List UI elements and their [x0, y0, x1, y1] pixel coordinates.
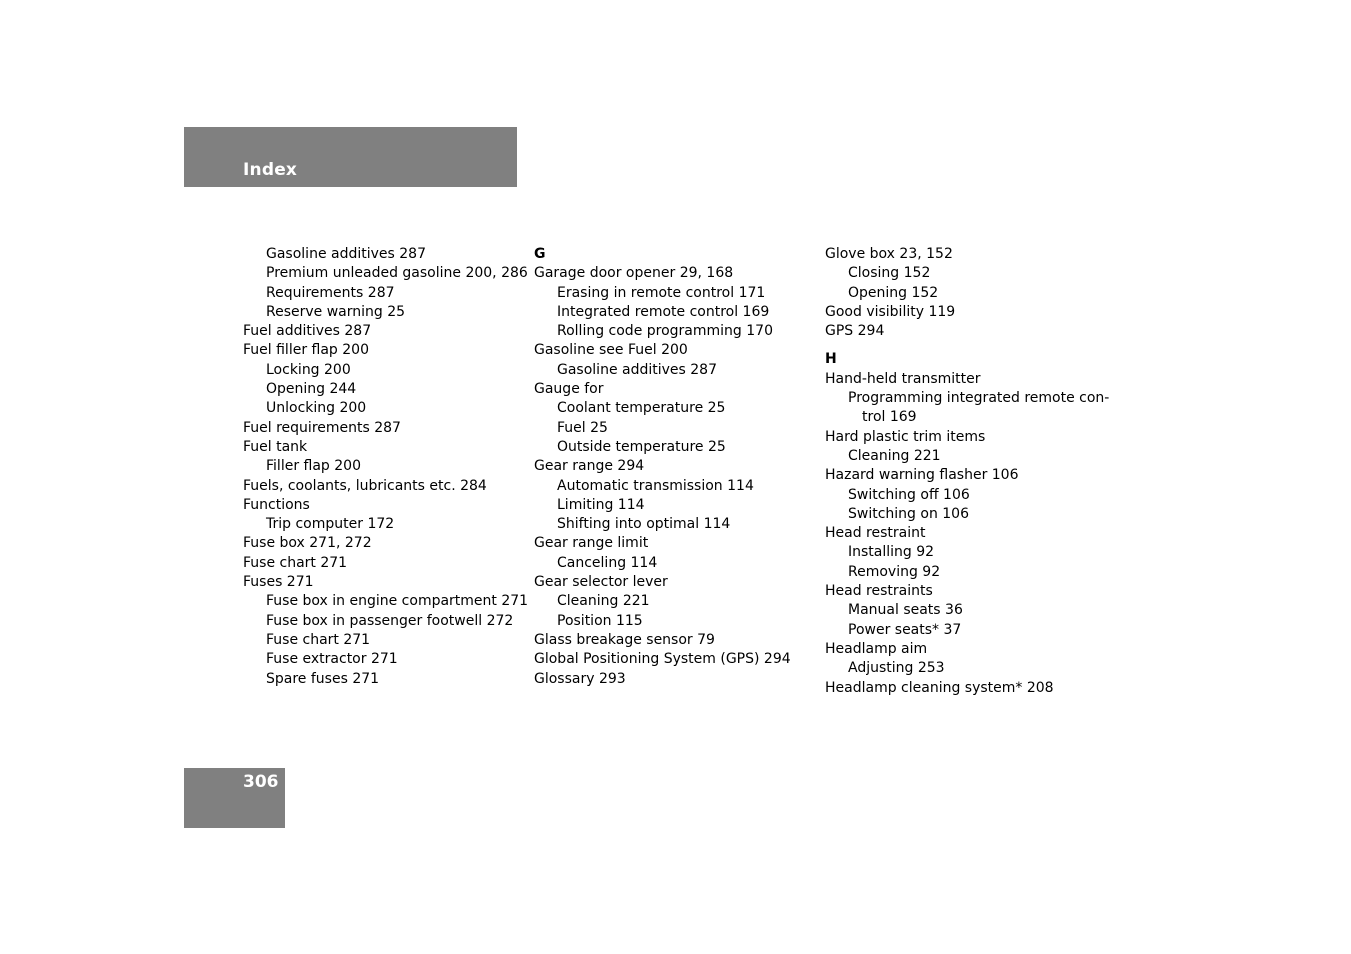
header-bar [184, 127, 517, 187]
index-subentry-continued: trol 169 [862, 409, 917, 426]
page-number-box [184, 768, 285, 828]
index-subentry: Rolling code programming 170 [557, 323, 773, 340]
index-section-letter: H [825, 351, 837, 368]
index-subentry: Filler flap 200 [266, 458, 361, 475]
index-entry: Gear range 294 [534, 458, 645, 475]
index-subentry: Canceling 114 [557, 554, 658, 571]
index-subentry: Outside temperature 25 [557, 438, 726, 455]
index-entry: Global Positioning System (GPS) 294 [534, 651, 791, 668]
index-subentry: Shifting into optimal 114 [557, 516, 731, 533]
index-subentry: Integrated remote control 169 [557, 303, 770, 320]
index-subentry: Opening 152 [848, 284, 939, 301]
index-subentry: Adjusting 253 [848, 660, 945, 677]
index-subentry: Coolant temperature 25 [557, 400, 726, 417]
index-entry: Fuse chart 271 [243, 554, 348, 571]
index-entry: Fuel tank [243, 438, 308, 455]
index-subentry: Erasing in remote control 171 [557, 284, 766, 301]
index-subentry: Power seats* 37 [848, 621, 962, 638]
index-entry: Fuels, coolants, lubricants etc. 284 [243, 477, 487, 494]
index-subentry: Fuse box in passenger footwell 272 [266, 612, 514, 629]
index-subentry: Gasoline additives 287 [266, 246, 426, 262]
index-entry: Hand-held transmitter [825, 370, 981, 387]
index-subentry: Fuse box in engine compartment 271 [266, 593, 529, 610]
index-entry: Head restraint [825, 525, 926, 542]
index-entry: Headlamp cleaning system* 208 [825, 679, 1054, 696]
page-number: 306 [243, 772, 279, 792]
index-column-1 [243, 245, 528, 689]
index-entry: Glass breakage sensor 79 [534, 631, 715, 648]
index-entry: Head restraints [825, 583, 933, 600]
index-subentry: Programming integrated remote con- [848, 390, 1110, 407]
index-subentry: Cleaning 221 [848, 447, 941, 464]
index-subentry: Reserve warning 25 [266, 303, 406, 320]
index-subentry: Switching off 106 [848, 486, 970, 503]
index-subentry: Fuse chart 271 [266, 631, 371, 648]
index-entry: Gear selector lever [534, 574, 668, 591]
index-subentry: Requirements 287 [266, 284, 395, 301]
index-entry: Fuel filler flap 200 [243, 342, 369, 359]
page-title: Index [243, 160, 298, 180]
index-subentry: Removing 92 [848, 563, 941, 580]
index-entry: Fuse box 271, 272 [243, 535, 372, 552]
index-subentry: Fuse extractor 271 [266, 651, 398, 668]
index-entry: Gear range limit [534, 535, 649, 552]
index-subentry: Limiting 114 [557, 496, 645, 513]
index-section-letter: G [534, 246, 546, 262]
index-column-2 [534, 245, 819, 689]
index-subentry: Spare fuses 271 [266, 670, 380, 687]
index-entry: Headlamp aim [825, 640, 928, 657]
index-subentry: Gasoline additives 287 [557, 361, 717, 378]
index-entry: Garage door opener 29, 168 [534, 265, 734, 282]
index-subentry: Opening 244 [266, 381, 357, 398]
index-subentry: Trip computer 172 [266, 516, 395, 533]
index-entry: Fuses 271 [243, 574, 314, 591]
index-entry: Fuel requirements 287 [243, 419, 401, 436]
index-subentry: Manual seats 36 [848, 602, 963, 619]
index-subentry: Locking 200 [266, 361, 351, 378]
index-subentry: Automatic transmission 114 [557, 477, 754, 494]
index-subentry: Unlocking 200 [266, 400, 367, 417]
index-entry: Glossary 293 [534, 670, 626, 687]
index-subentry: Installing 92 [848, 544, 935, 561]
index-subentry: Position 115 [557, 612, 643, 629]
index-entry: Hard plastic trim items [825, 428, 986, 445]
index-subentry: Closing 152 [848, 265, 931, 282]
index-entry: Good visibility 119 [825, 303, 956, 320]
index-entry: Hazard warning flasher 106 [825, 467, 1019, 484]
index-subentry: Cleaning 221 [557, 593, 650, 610]
index-entry: Glove box 23, 152 [825, 246, 953, 262]
index-entry: Gasoline see Fuel 200 [534, 342, 688, 359]
index-entry: Gauge for [534, 381, 604, 398]
index-entry: Fuel additives 287 [243, 323, 372, 340]
index-column-3 [825, 245, 1115, 698]
index-subentry: Switching on 106 [848, 505, 969, 522]
index-entry: Functions [243, 496, 310, 513]
index-entry: GPS 294 [825, 323, 885, 340]
index-subentry: Fuel 25 [557, 419, 608, 436]
index-subentry: Premium unleaded gasoline 200, 286 [266, 265, 528, 282]
